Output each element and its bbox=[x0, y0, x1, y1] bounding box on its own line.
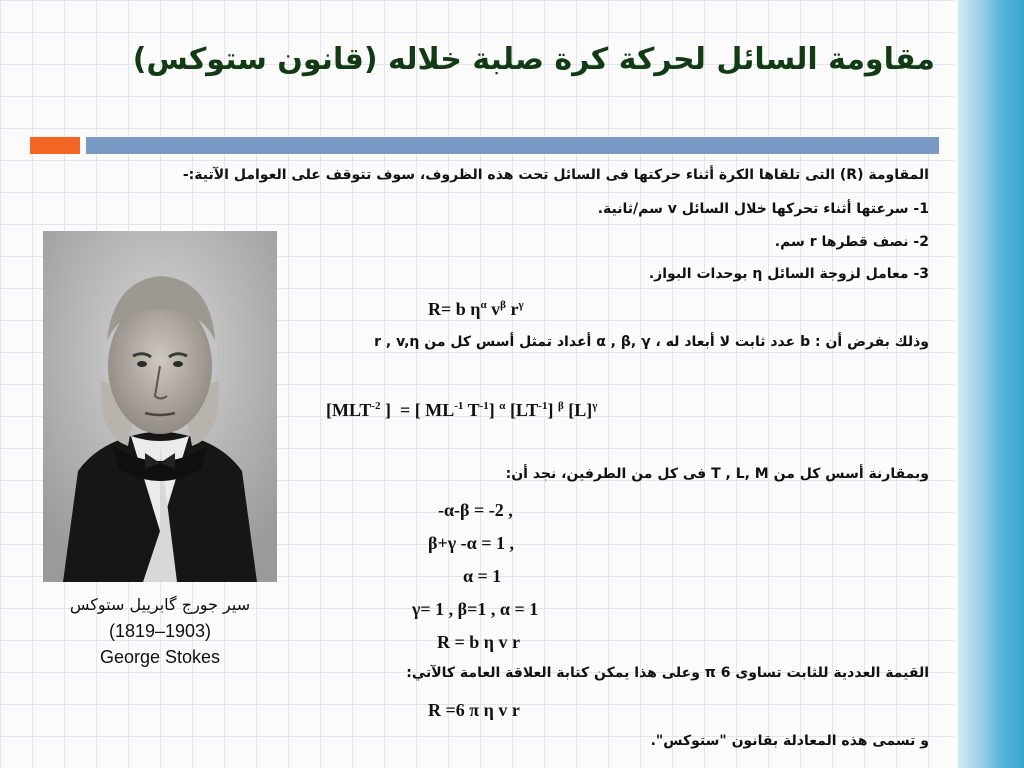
factor-viscosity: 3- معامل لزوجة السائل η بوحدات البواز. bbox=[648, 266, 929, 282]
factor-radius: 2- نصف قطرها r سم. bbox=[774, 234, 929, 250]
intro-text: المقاومة (R) التى تلقاها الكرة أثناء حركتها فى السائل تحت هذه الظروف، سوف تتوقف على العوامل الآتية:- bbox=[182, 167, 929, 183]
assumption-text: وذلك بفرض أن : b عدد ثابت لا أبعاد له ، α , β, γ أعداد تمثل أسس كل من r , v,η bbox=[374, 334, 929, 350]
stokes-portrait-illustration bbox=[43, 231, 277, 582]
accent-bar-blue bbox=[86, 137, 939, 154]
portrait-caption-arabic: سير جورج گابرييل ستوكس bbox=[69, 595, 251, 614]
general-equation: R= b $\eta^\alpha$ $v^\beta$ $r^\gamma$ bbox=[428, 299, 524, 319]
stokes-law-equation: R =6 π η v r bbox=[428, 700, 520, 720]
equation-2: β+γ -α = 1 , bbox=[428, 533, 514, 553]
law-name-text: و تسمى هذه المعادلة بقانون "ستوكس". bbox=[650, 733, 929, 749]
portrait-years: (1819–1903) bbox=[108, 621, 212, 641]
solution-equation: γ= 1 , β=1 , α = 1 bbox=[412, 599, 539, 619]
portrait-image bbox=[43, 231, 277, 582]
comparison-text: وبمقارنة أسس كل من T , L, M فى كل من الطرفين، نجد أن: bbox=[505, 466, 929, 482]
reduced-equation: R = b η v r bbox=[437, 632, 520, 652]
decorative-side-band bbox=[956, 0, 1024, 768]
portrait-caption-english: George Stokes bbox=[99, 647, 221, 667]
equation-1: -α-β = -2 , bbox=[438, 500, 513, 520]
constant-text: القيمة العددية للثابت تساوى 6 π وعلى هذا يمكن كتابة العلاقة العامة كالآتي: bbox=[406, 665, 929, 681]
factor-velocity: 1- سرعتها أثناء تحركها خلال السائل v سم/ثانية. bbox=[597, 201, 929, 217]
accent-bar-orange bbox=[30, 137, 80, 154]
equation-3: α = 1 bbox=[463, 566, 502, 586]
slide-title: مقاومة السائل لحركة كرة صلبة خلاله (قانون ستوكس) bbox=[132, 42, 935, 77]
dimensional-equation: [$MLT^{-2}$ ] = [ $ML^{-1}$ $T^{-1}$] $^\alpha$ $[LT^{-1}]$ $^\beta$ $[L]^\gamma$ bbox=[326, 400, 598, 420]
